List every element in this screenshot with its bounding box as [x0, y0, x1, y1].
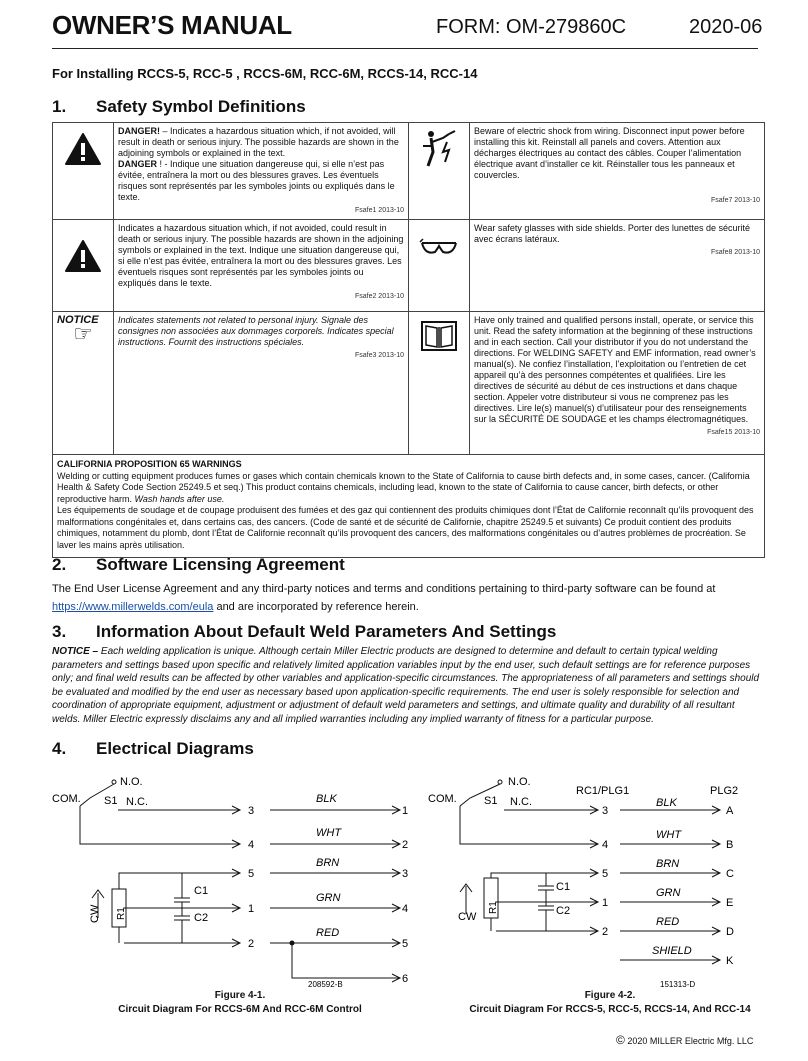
header-divider [52, 48, 758, 49]
figure-1-caption [60, 990, 420, 1015]
pin-right: C [726, 868, 734, 880]
section-3-heading [52, 622, 556, 642]
pin-left: 5 [602, 868, 609, 880]
document-subtitle: For Installing RCCS-5, RCC-5 , RCCS-6M, RCC-6M, RCCS-14, RCC-14 [52, 66, 478, 81]
shock-text: Beware of electric shock from wiring. Disconnect input power before installing this kit. Reinstall all panels and covers. Attention aux décharges électriques au contact des câbles. Couper l’alimentation électrique avant d’installer ce kit. Réinstaller tous les panneaux et couvercles. [474, 126, 745, 180]
switch-no-contact [498, 780, 502, 784]
plug1-label: RC1/PLG1 [576, 785, 630, 797]
plug2-label: PLG2 [710, 785, 739, 797]
pin-left: 3 [602, 805, 609, 817]
warning-triangle-icon [64, 239, 102, 273]
read-manual-icon [419, 319, 459, 353]
licensing-text: The End User License Agreement and any third-party notices and terms and conditions pertaining to third-party software can be found at [52, 583, 716, 595]
california-text-en: Welding or cutting equipment produces fumes or gases which contain chemicals known to the State of California to cause birth defects and, in some cases, cancer. (California Health & Safety Code Section 25249.5 et seq.) This product contains chemicals, including lead, known to the state of California to cause cancer, birth defects, or other reproductive harm. [57, 470, 750, 504]
pin-left: 4 [602, 839, 609, 851]
com-label: COM. [52, 793, 81, 805]
wire-label: BLK [316, 793, 337, 805]
pin-right: B [726, 839, 734, 851]
licensing-after: and are incorporated by reference herein. [213, 601, 419, 613]
connector-arrows-left [232, 806, 240, 947]
danger-definition [114, 123, 409, 220]
pin-right: 3 [402, 868, 409, 880]
section-1-heading [52, 97, 306, 117]
wire-label: WHT [316, 827, 342, 839]
section-number: 2. [52, 555, 67, 574]
glasses-definition [470, 220, 765, 312]
section-2-heading [52, 555, 345, 575]
pin-right: E [726, 897, 734, 909]
warning-symbol-cell [53, 220, 114, 312]
no-label: N.O. [508, 776, 531, 788]
safety-glasses-icon [419, 233, 459, 263]
california-wash-hands: Wash hands after use. [134, 493, 225, 504]
notice-label: NOTICE [57, 314, 99, 326]
figure-2-caption [440, 990, 780, 1015]
connector-arrows-left [590, 806, 598, 935]
c2-label: C2 [556, 905, 571, 917]
wire-label: BRN [656, 858, 680, 870]
california-text-fr: Les équipements de soudage et de coupage produisent des fumées et des gaz qui contiennent des produits chimiques dont l’État de Californie reconnaît qu’ils provoquent des malformations congénitales et, dans certains cas, des cancers. (Code de santé et de sécurité de Californie, chapitre 25249.5 et suivants) Ce produit contient des produits chimiques, notamment du plomb, dont l’État de Californie reconnaît qu’ils provoquent des cancers, des malformations congénitales ou d’autres problèmes de procréation. Se laver les mains après utilisation. [57, 505, 754, 550]
danger-lead: DANGER! [118, 126, 160, 136]
pin-right: K [726, 955, 734, 967]
pin-left: 1 [602, 897, 609, 909]
warning-definition [114, 220, 409, 312]
safety-symbol-table [52, 122, 765, 558]
pointing-hand-icon: ☞ [73, 321, 93, 346]
pin-left: 1 [248, 903, 255, 915]
manual-definition [470, 312, 765, 455]
notice-text: Indicates statements not related to personal injury. Signale des consignes non associées aux dommages corporels. Indicates special instructions. Fournit des instructions spéciales. [118, 315, 394, 347]
danger-text-fr: ! - Indique une situation dangereuse qui, si elle n’est pas évitée, entraînera la mort ou des blessures graves. Les éventuels risques sont représentés par les symboles joints ou expliqués dans le texte. [118, 159, 395, 202]
wire-label: GRN [656, 887, 681, 899]
notice-code: Fsafe3 2013-10 [354, 352, 404, 359]
part-number: 208592-B [308, 980, 343, 989]
r1-label: R1 [116, 907, 127, 920]
wire-label: SHIELD [652, 945, 692, 957]
pin-left: 4 [248, 839, 255, 851]
switch-no-contact [112, 780, 116, 784]
danger-code: Fsafe1 2013-10 [354, 207, 404, 214]
cw-label: CW [458, 911, 477, 923]
pin-right: 5 [402, 938, 409, 950]
pin-left: 2 [248, 938, 255, 950]
figure-2-number: Figure 4-2. [584, 990, 636, 1001]
pin-right: A [726, 805, 734, 817]
junction-dot [290, 941, 295, 946]
section-title: Software Licensing Agreement [96, 555, 345, 574]
manual-title: OWNER’S MANUAL [52, 10, 292, 40]
s1-label: S1 [104, 795, 118, 807]
warning-code: Fsafe2 2013-10 [354, 293, 404, 300]
nc-label: N.C. [510, 796, 532, 808]
copyright-symbol: © [616, 1033, 625, 1047]
pin-left: 2 [602, 926, 609, 938]
licensing-paragraph [52, 580, 762, 616]
pin-left: 5 [248, 868, 255, 880]
shock-code: Fsafe7 2013-10 [710, 197, 760, 204]
section-number: 3. [52, 622, 67, 641]
nc-label: N.C. [126, 796, 148, 808]
part-number: 151313-D [660, 980, 696, 989]
c2-label: C2 [194, 912, 209, 924]
s1-label: S1 [484, 795, 498, 807]
warning-text: Indicates a hazardous situation which, if not avoided, could result in death or serious injury. The possible hazards are shown in the adjoining symbols or explained in the text. Indique une situation dangereuse qui, si elle n’est pas évitée, entraînera la mort ou des blessures graves. Les éventuels risques sont représentés par les symboles joints ou expliqués dans le texte. [118, 223, 404, 288]
pin-right: 1 [402, 805, 409, 817]
danger-lead-fr: DANGER [118, 159, 158, 169]
figure-2-title: Circuit Diagram For RCCS-5, RCC-5, RCCS-14, And RCC-14 [469, 1004, 751, 1015]
copyright-text: 2020 MILLER Electric Mfg. LLC [627, 1036, 754, 1046]
r1-label: R1 [488, 901, 499, 914]
pin-right: 6 [402, 973, 409, 985]
electric-shock-icon [419, 128, 459, 178]
wire-label: RED [656, 916, 680, 928]
manual-symbol-cell [409, 312, 470, 455]
revision-date: 2020-06 [689, 16, 763, 38]
glasses-code: Fsafe8 2013-10 [710, 249, 760, 256]
form-number: FORM: OM-279860C [436, 16, 627, 38]
c1-label: C1 [194, 885, 209, 897]
cw-arrow-icon [460, 884, 472, 914]
copyright [616, 1033, 753, 1047]
pin-left: 3 [248, 805, 255, 817]
figure-1-number: Figure 4-1. [214, 990, 266, 1001]
shock-definition [470, 123, 765, 220]
com-wire [80, 806, 240, 844]
wire-label: RED [316, 927, 340, 939]
section-4-heading [52, 739, 254, 759]
wire-label: WHT [656, 829, 682, 841]
pin-right: 4 [402, 903, 409, 915]
danger-triangle-icon [64, 132, 102, 166]
section-title: Information About Default Weld Parameters And Settings [96, 622, 557, 641]
notice-definition [114, 312, 409, 455]
glasses-symbol-cell [409, 220, 470, 312]
default-settings-text: Each welding application is unique. Although certain Miller Electric products are designed to determine and default to certain typical welding parameters and settings based upon specific and relatively limited application variables input by the end user, such default settings are for reference purposes only; and final weld results can be affected by other variables and application-specific circumstances. The appropriateness of all parameters and settings should be evaluated and modified by the end user as necessary based upon application-specific requirements. The end user is solely responsible for selection and coordination of appropriate equipment, adjustment or adjustment of default weld parameters and settings, and ultimate quality and durability of all resultant welds. Miller Electric expressly disclaims any and all implied warranties including any implied warranty of fitness for a particular purpose. [52, 646, 760, 725]
pin-right: 2 [402, 839, 409, 851]
section-number: 1. [52, 97, 67, 116]
california-warning [53, 455, 765, 558]
cw-label: CW [89, 904, 101, 923]
manual-text: Have only trained and qualified persons install, operate, or service this unit. Read the safety information at the beginning of these instructions and in each section. Call your distributor if you do not understand the directions. For WELDING SAFETY and EMF information, read owner’s manual(s). Ne confiez l’installation, l’exploitation ou l’entretien de cet appareil qu’à des personnes compétentes et qualifiées. Lire les directives de sécurité au début de ces instructions et dans chaque section. Appeler votre distributeur si vous ne comprenez pas les directives. Lire le(s) manuel(s) d’utilisateur pour des renseignements sur la SÉCURITÉ DE SOUDAGE et les champs électromagnétiques. [474, 315, 756, 424]
section-number: 4. [52, 739, 67, 758]
shock-symbol-cell [409, 123, 470, 220]
eula-link[interactable]: https://www.millerwelds.com/eula [52, 601, 214, 613]
wire-label: GRN [316, 892, 341, 904]
notice-lead: NOTICE – [52, 646, 99, 657]
wire-label: BRN [316, 857, 340, 869]
danger-symbol-cell [53, 123, 114, 220]
default-settings-notice [52, 645, 760, 727]
figure-1-title: Circuit Diagram For RCCS-6M And RCC-6M Control [118, 1004, 362, 1015]
circuit-diagram-2 [420, 768, 780, 990]
wire-label: BLK [656, 797, 677, 809]
california-title: CALIFORNIA PROPOSITION 65 WARNINGS [57, 459, 242, 469]
circuit-diagram-1 [40, 768, 420, 990]
section-title: Safety Symbol Definitions [96, 97, 306, 116]
com-wire [460, 806, 598, 844]
com-label: COM. [428, 793, 457, 805]
no-label: N.O. [120, 776, 143, 788]
glasses-text: Wear safety glasses with side shields. Porter des lunettes de sécurité avec écrans latéraux. [474, 223, 750, 244]
notice-symbol-cell [53, 312, 114, 455]
manual-code: Fsafe15 2013-10 [707, 429, 760, 436]
danger-text-en: – Indicates a hazardous situation which, if not avoided, will result in death or serious injury. The possible hazards are shown in the adjoining symbols or explained in the text. [118, 126, 399, 158]
c1-label: C1 [556, 881, 571, 893]
section-title: Electrical Diagrams [96, 739, 254, 758]
pin-right: D [726, 926, 734, 938]
